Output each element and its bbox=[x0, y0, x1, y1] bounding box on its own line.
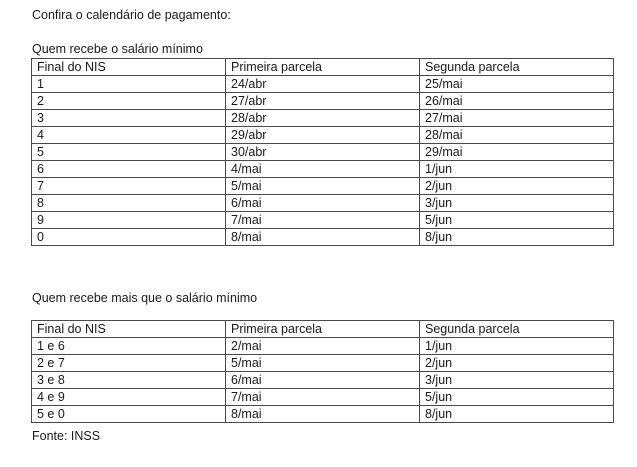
header-cell-second-installment: Segunda parcela bbox=[420, 59, 614, 76]
cell-first-installment: 6/mai bbox=[226, 372, 420, 389]
cell-second-installment: 3/jun bbox=[420, 372, 614, 389]
cell-final-nis: 4 bbox=[32, 127, 226, 144]
cell-second-installment: 2/jun bbox=[420, 178, 614, 195]
cell-first-installment: 6/mai bbox=[226, 195, 420, 212]
table-row bbox=[32, 178, 614, 195]
header-cell-final-nis: Final do NIS bbox=[32, 321, 226, 338]
cell-second-installment: 28/mai bbox=[420, 127, 614, 144]
cell-final-nis: 5 bbox=[32, 144, 226, 161]
table-row bbox=[32, 195, 614, 212]
cell-final-nis: 1 e 6 bbox=[32, 338, 226, 355]
table-row bbox=[32, 372, 614, 389]
table-row bbox=[32, 161, 614, 178]
header-cell-first-installment: Primeira parcela bbox=[226, 59, 420, 76]
cell-final-nis: 1 bbox=[32, 76, 226, 93]
cell-final-nis: 3 bbox=[32, 110, 226, 127]
table-row bbox=[32, 144, 614, 161]
cell-first-installment: 7/mai bbox=[226, 389, 420, 406]
cell-second-installment: 5/jun bbox=[420, 212, 614, 229]
cell-final-nis: 6 bbox=[32, 161, 226, 178]
cell-first-installment: 29/abr bbox=[226, 127, 420, 144]
cell-final-nis: 2 bbox=[32, 93, 226, 110]
cell-first-installment: 2/mai bbox=[226, 338, 420, 355]
table-row bbox=[32, 389, 614, 406]
table-row bbox=[32, 127, 614, 144]
header-cell-second-installment: Segunda parcela bbox=[420, 321, 614, 338]
table1-caption: Quem recebe o salário mínimo bbox=[32, 42, 203, 56]
cell-first-installment: 30/abr bbox=[226, 144, 420, 161]
cell-first-installment: 5/mai bbox=[226, 355, 420, 372]
cell-first-installment: 8/mai bbox=[226, 406, 420, 423]
table-header-row bbox=[32, 321, 614, 338]
cell-second-installment: 8/jun bbox=[420, 406, 614, 423]
table-row bbox=[32, 110, 614, 127]
cell-second-installment: 26/mai bbox=[420, 93, 614, 110]
cell-second-installment: 27/mai bbox=[420, 110, 614, 127]
cell-second-installment: 8/jun bbox=[420, 229, 614, 246]
table-row bbox=[32, 355, 614, 372]
cell-final-nis: 2 e 7 bbox=[32, 355, 226, 372]
cell-first-installment: 28/abr bbox=[226, 110, 420, 127]
cell-second-installment: 2/jun bbox=[420, 355, 614, 372]
cell-second-installment: 5/jun bbox=[420, 389, 614, 406]
cell-first-installment: 8/mai bbox=[226, 229, 420, 246]
cell-final-nis: 5 e 0 bbox=[32, 406, 226, 423]
table2-caption: Quem recebe mais que o salário mínimo bbox=[32, 291, 258, 305]
cell-second-installment: 1/jun bbox=[420, 161, 614, 178]
table-header-row bbox=[32, 59, 614, 76]
cell-second-installment: 25/mai bbox=[420, 76, 614, 93]
cell-second-installment: 3/jun bbox=[420, 195, 614, 212]
cell-first-installment: 4/mai bbox=[226, 161, 420, 178]
cell-final-nis: 9 bbox=[32, 212, 226, 229]
cell-final-nis: 7 bbox=[32, 178, 226, 195]
cell-first-installment: 27/abr bbox=[226, 93, 420, 110]
cell-final-nis: 3 e 8 bbox=[32, 372, 226, 389]
above-minimum-wage-payment-table bbox=[31, 320, 614, 423]
cell-first-installment: 7/mai bbox=[226, 212, 420, 229]
cell-first-installment: 24/abr bbox=[226, 76, 420, 93]
header-cell-first-installment: Primeira parcela bbox=[226, 321, 420, 338]
cell-second-installment: 29/mai bbox=[420, 144, 614, 161]
cell-second-installment: 1/jun bbox=[420, 338, 614, 355]
header-cell-final-nis: Final do NIS bbox=[32, 59, 226, 76]
table-row bbox=[32, 406, 614, 423]
intro-text: Confira o calendário de pagamento: bbox=[32, 8, 231, 22]
table-row bbox=[32, 229, 614, 246]
cell-first-installment: 5/mai bbox=[226, 178, 420, 195]
cell-final-nis: 0 bbox=[32, 229, 226, 246]
table-row bbox=[32, 338, 614, 355]
table-row bbox=[32, 93, 614, 110]
table-row bbox=[32, 212, 614, 229]
minimum-wage-payment-table bbox=[31, 58, 614, 246]
table-row bbox=[32, 76, 614, 93]
cell-final-nis: 4 e 9 bbox=[32, 389, 226, 406]
source-note: Fonte: INSS bbox=[32, 429, 101, 443]
cell-final-nis: 8 bbox=[32, 195, 226, 212]
